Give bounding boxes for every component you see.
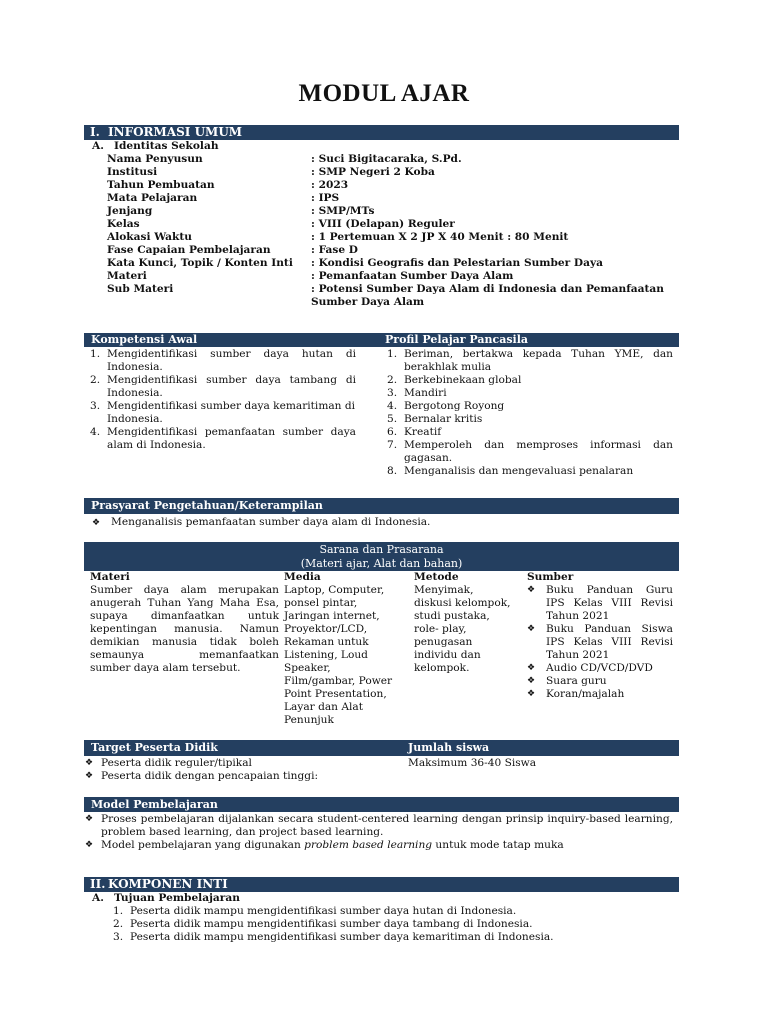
list-item: 4. Bergotong Royong xyxy=(387,400,505,412)
profil-header: Profil Pelajar Pancasila xyxy=(385,333,529,346)
jumlah-siswa-header: Jumlah siswa xyxy=(408,741,490,754)
list-item: 7. Memperoleh dan memproses informasi dan gagasan. xyxy=(387,439,673,464)
section-number: II. xyxy=(90,877,106,891)
list-item: 1. Beriman, bertakwa kepada Tuhan YME, dan berakhlak mulia xyxy=(387,348,673,373)
list-item: 2. Mengidentifikasi sumber daya tambang di Indonesia. xyxy=(90,374,356,399)
identity-value: : Suci Bigitacaraka, S.Pd. xyxy=(311,153,462,165)
subsection-letter: A. xyxy=(92,892,104,904)
sarana-header: Sarana dan Prasarana (Materi ajar, Alat dan bahan) xyxy=(84,542,679,571)
section-label: KOMPONEN INTI xyxy=(108,877,228,891)
diamond-bullet-icon: ❖ xyxy=(85,840,94,850)
column-head: Sumber xyxy=(527,571,574,583)
subsection-title-tujuan: Tujuan Pembelajaran xyxy=(114,892,240,904)
identity-label: Jenjang xyxy=(107,205,153,217)
identity-label: Tahun Pembuatan xyxy=(107,179,215,191)
list-item: 3. Peserta didik mampu mengidentifikasi sumber daya kemaritiman di Indonesia. xyxy=(113,931,554,943)
prasyarat-item: ❖ Menganalisis pemanfaatan sumber daya alam di Indonesia. xyxy=(92,516,431,528)
list-item: 1. Mengidentifikasi sumber daya hutan di Indonesia. xyxy=(90,348,356,373)
identity-label: Sub Materi xyxy=(107,283,174,295)
identity-label: Alokasi Waktu xyxy=(107,231,192,243)
identity-value: : 2023 xyxy=(311,179,349,191)
page-title: MODUL AJAR xyxy=(298,80,470,107)
column-head: Media xyxy=(284,571,321,583)
subsection-letter: A. xyxy=(92,140,104,152)
identity-value: : SMP Negeri 2 Koba xyxy=(311,166,435,178)
identity-label: Kata Kunci, Topik / Konten Inti xyxy=(107,257,293,269)
identity-label: Institusi xyxy=(107,166,158,178)
identity-value: : Kondisi Geografis dan Pelestarian Sumber Daya xyxy=(311,257,603,269)
sarana-materi-column: Materi Sumber daya alam merupakan anugerah Tuhan Yang Maha Esa, supaya dimanfaatkan untuk kepentingan manusia. Namun demikian manusia tidak boleh semaunya memanfaatkan sumber daya alam tersebut. xyxy=(90,571,279,674)
target-list xyxy=(85,757,395,783)
column-head: Metode xyxy=(414,571,459,583)
identity-value: : 1 Pertemuan X 2 JP X 40 Menit : 80 Menit xyxy=(311,231,569,243)
section-label: INFORMASI UMUM xyxy=(108,125,243,139)
identity-label: Mata Pelajaran xyxy=(107,192,198,204)
model-list xyxy=(85,813,673,852)
diamond-bullet-icon: ❖ xyxy=(85,771,94,781)
prasyarat-header: Prasyarat Pengetahuan/Keterampilan xyxy=(84,498,679,514)
identity-value: : VIII (Delapan) Reguler xyxy=(311,218,455,230)
identity-value: : Potensi Sumber Daya Alam di Indonesia dan Pemanfaatan xyxy=(311,283,664,295)
sarana-sumber-column xyxy=(527,571,673,701)
list-item: 1. Peserta didik mampu mengidentifikasi sumber daya hutan di Indonesia. xyxy=(113,905,517,917)
identity-value: : SMP/MTs xyxy=(311,205,375,217)
list-item: ❖ Buku Panduan Siswa IPS Kelas VIII Revisi Tahun 2021 xyxy=(527,623,673,661)
list-item: ❖ Buku Panduan Guru IPS Kelas VIII Revisi Tahun 2021 xyxy=(527,584,673,622)
identity-label: Fase Capaian Pembelajaran xyxy=(107,244,271,256)
kompetensi-list xyxy=(90,348,356,452)
list-item: ❖ Peserta didik reguler/tipikal xyxy=(85,757,252,769)
list-item: ❖ Suara guru xyxy=(527,675,607,687)
list-item: ❖ Koran/majalah xyxy=(527,688,625,700)
list-item: 3. Mandiri xyxy=(387,387,447,399)
list-item: 5. Bernalar kritis xyxy=(387,413,483,425)
model-header: Model Pembelajaran xyxy=(84,797,679,812)
identity-label: Nama Penyusun xyxy=(107,153,203,165)
diamond-bullet-icon: ❖ xyxy=(527,676,536,686)
list-item: 2. Berkebinekaan global xyxy=(387,374,522,386)
identity-value-continued: Sumber Daya Alam xyxy=(311,296,425,308)
list-item: ❖ Proses pembelajaran dijalankan secara student-centered learning dengan prinsip inquiry-based learning, problem based learning, dan project based learning. xyxy=(85,813,673,838)
diamond-bullet-icon: ❖ xyxy=(85,814,94,824)
list-item: 3. Mengidentifikasi sumber daya kemaritiman di Indonesia. xyxy=(90,400,356,425)
tujuan-list xyxy=(113,905,673,944)
diamond-bullet-icon: ❖ xyxy=(527,585,536,595)
sarana-metode-column: Metode Menyimak, diskusi kelompok, studi pustaka, role- play, penugasan individu dan kelompok. xyxy=(414,571,522,675)
list-item: ❖ Peserta didik dengan pencapaian tinggi: xyxy=(85,770,319,782)
profil-list xyxy=(387,348,673,478)
section-header-komponen-inti xyxy=(84,877,679,892)
jumlah-siswa-value: Maksimum 36-40 Siswa xyxy=(408,757,537,769)
diamond-bullet-icon: ❖ xyxy=(85,758,94,768)
diamond-bullet-icon: ❖ xyxy=(92,518,101,528)
section-number: I. xyxy=(90,125,100,139)
kompetensi-header: Kompetensi Awal xyxy=(91,333,198,346)
identity-label: Kelas xyxy=(107,218,140,230)
diamond-bullet-icon: ❖ xyxy=(527,663,536,673)
list-item: ❖ Audio CD/VCD/DVD xyxy=(527,662,653,674)
list-item: ❖ Model pembelajaran yang digunakan problem based learning untuk mode tatap muka xyxy=(85,839,564,851)
sarana-media-column: Media Laptop, Computer, ponsel pintar, Jaringan internet, Proyektor/LCD, Rekaman untuk Listening, Loud Speaker, Film/gambar, Power Point Presentation, Layar dan Alat Penunjuk xyxy=(284,571,409,727)
table-header-kompetensi-profil xyxy=(84,333,679,347)
list-item: 4. Mengidentifikasi pemanfaatan sumber daya alam di Indonesia. xyxy=(90,426,356,451)
column-head: Materi xyxy=(90,571,130,583)
diamond-bullet-icon: ❖ xyxy=(527,689,536,699)
diamond-bullet-icon: ❖ xyxy=(527,624,536,634)
list-item: 2. Peserta didik mampu mengidentifikasi sumber daya tambang di Indonesia. xyxy=(113,918,533,930)
target-header: Target Peserta Didik Jumlah siswa xyxy=(84,740,679,756)
subsection-title-identitas: Identitas Sekolah xyxy=(114,140,219,152)
list-item: 8. Menganalisis dan mengevaluasi penalaran xyxy=(387,465,634,477)
list-item: 6. Kreatif xyxy=(387,426,442,438)
section-header-informasi-umum xyxy=(84,125,679,140)
identity-value: : IPS xyxy=(311,192,340,204)
identity-value: : Pemanfaatan Sumber Daya Alam xyxy=(311,270,514,282)
identity-value: : Fase D xyxy=(311,244,358,256)
identity-label: Materi xyxy=(107,270,147,282)
